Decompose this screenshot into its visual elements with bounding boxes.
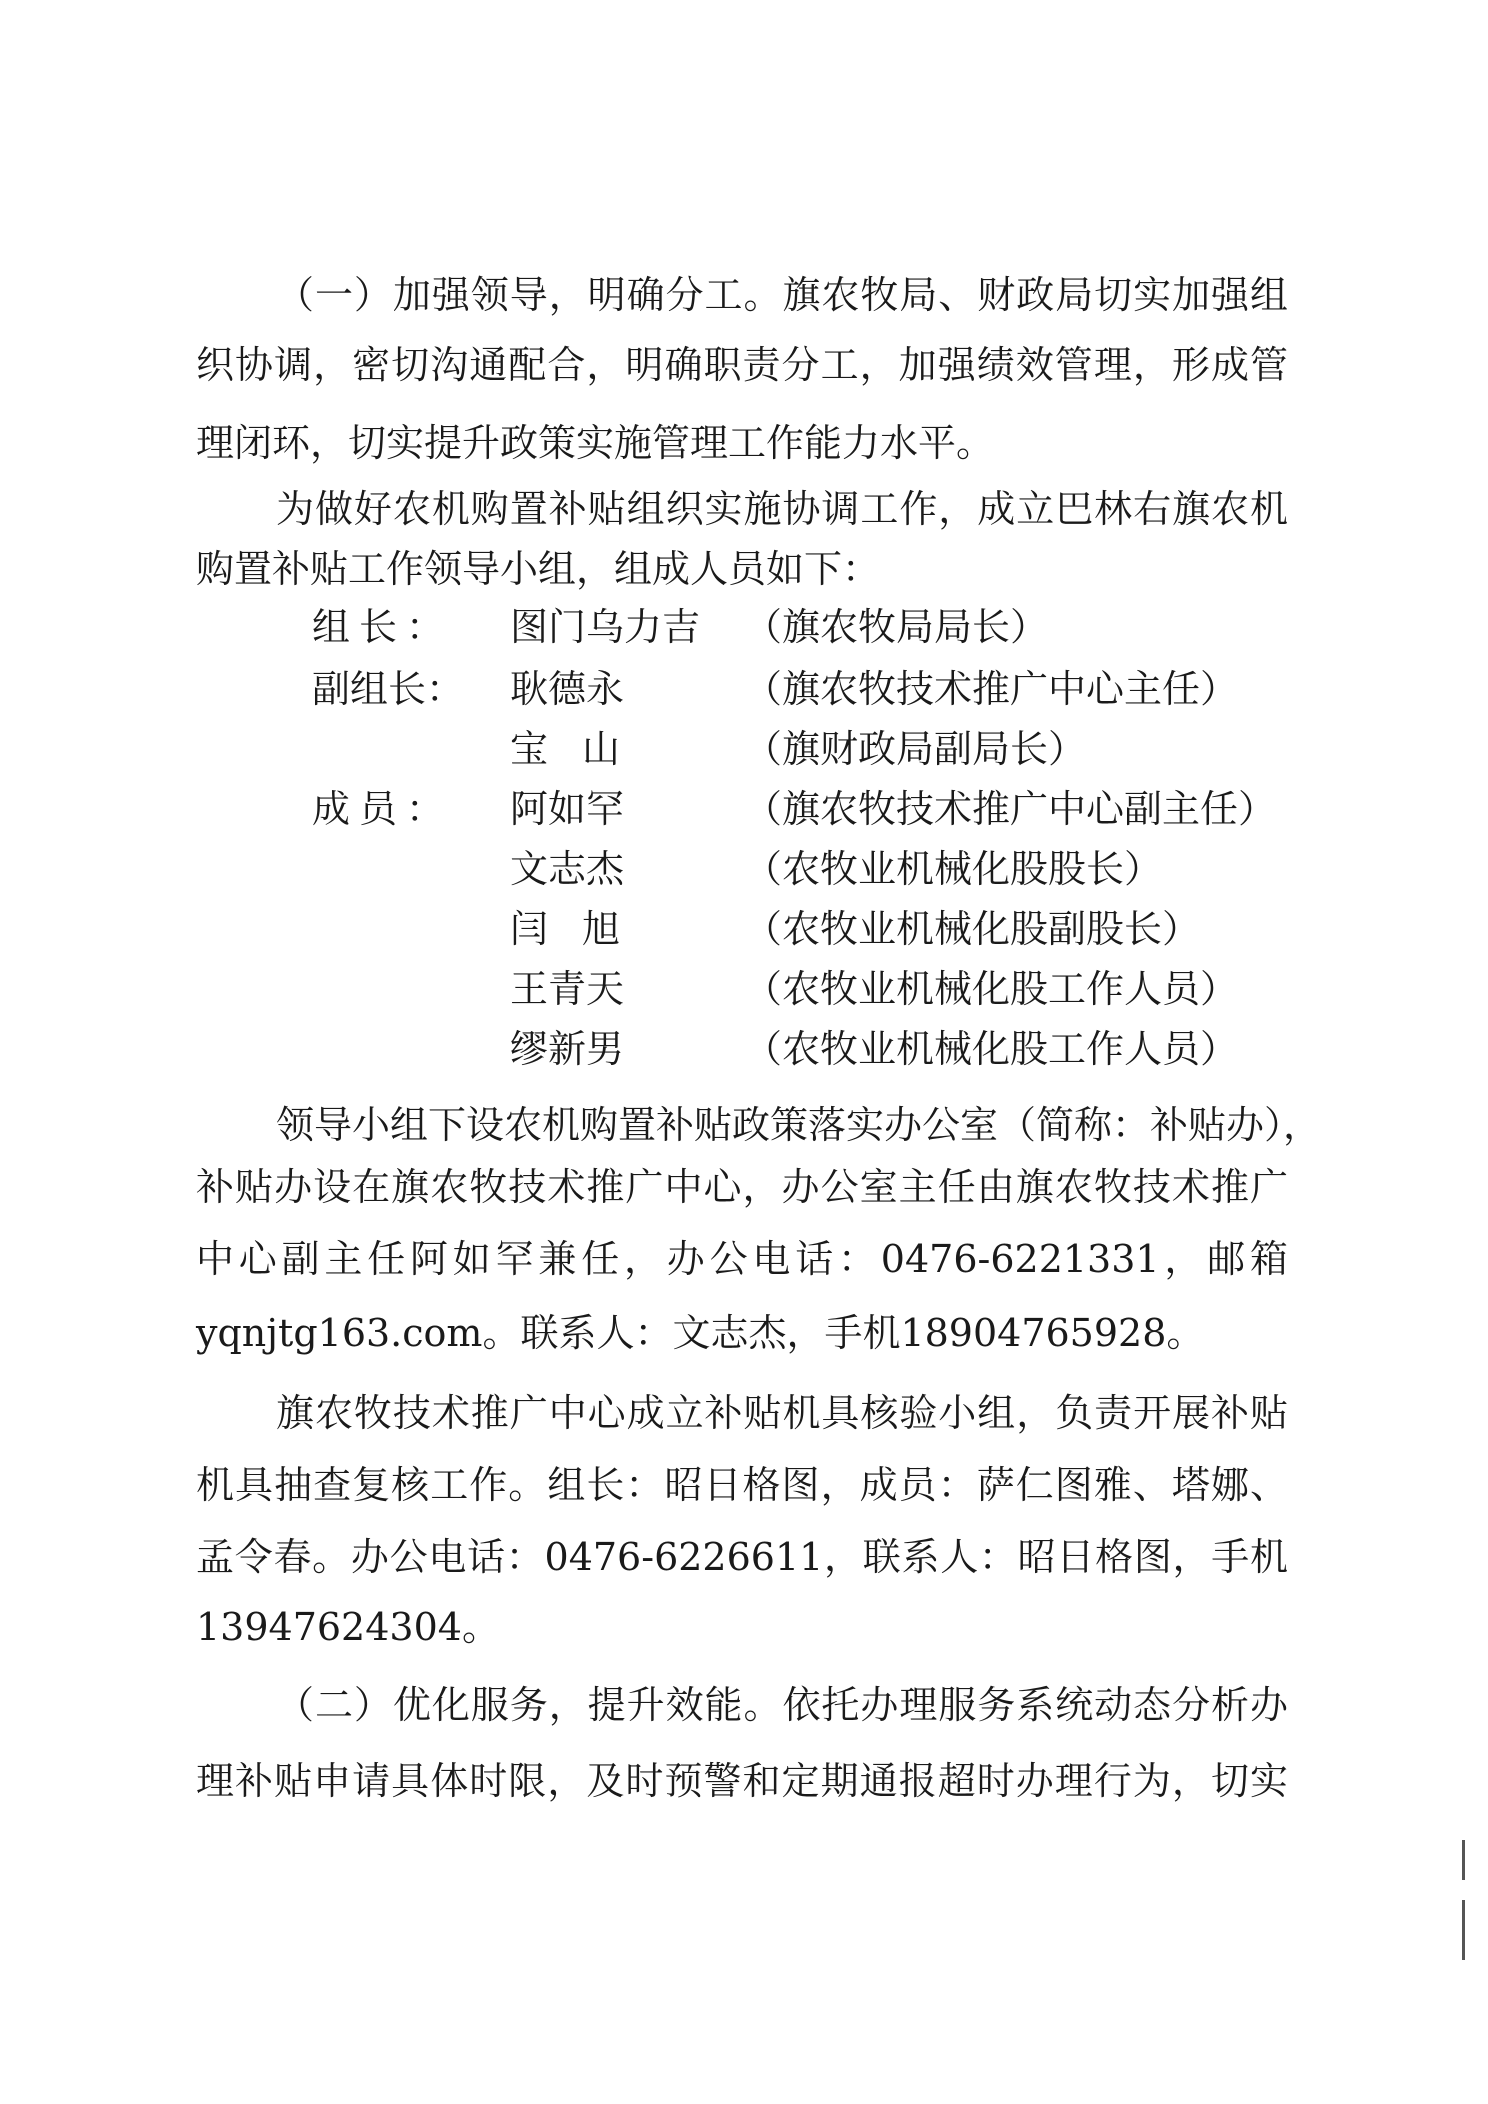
member-role: 成员：	[312, 787, 444, 831]
member-name: 文志杰	[510, 847, 625, 891]
member-title: （旗农牧技术推广中心副主任）	[744, 787, 1277, 831]
member-row	[0, 727, 1488, 780]
paragraph-1-line-2: 织协调，密切沟通配合，明确职责分工，加强绩效管理，形成管	[196, 343, 1288, 387]
member-name: 闫旭	[510, 907, 620, 951]
member-title: （旗农牧技术推广中心主任）	[744, 667, 1239, 711]
paragraph-3-line-4: yqnjtg163.com。联系人：文志杰，手机18904765928。	[196, 1311, 1205, 1355]
member-name: 缪新男	[510, 1027, 625, 1071]
paragraph-4-line-1: 旗农牧技术推广中心成立补贴机具核验小组，负责开展补贴	[276, 1391, 1288, 1435]
member-row	[0, 605, 1488, 658]
member-role: 副组长：	[312, 667, 465, 711]
paragraph-3-line-2: 补贴办设在旗农牧技术推广中心，办公室主任由旗农牧技术推广	[196, 1165, 1288, 1209]
member-role: 组长：	[312, 605, 444, 649]
member-name: 耿德永	[510, 667, 625, 711]
member-name: 阿如罕	[510, 787, 625, 831]
member-name: 王青天	[510, 967, 625, 1011]
scan-edge-mark	[1462, 1840, 1465, 1880]
member-row	[0, 967, 1488, 1020]
paragraph-2-line-2: 购置补贴工作领导小组，组成人员如下：	[196, 547, 881, 591]
paragraph-4-line-3: 孟令春。办公电话：0476-6226611，联系人：昭日格图，手机	[196, 1535, 1288, 1579]
member-title: （旗财政局副局长）	[744, 727, 1087, 771]
member-title: （旗农牧局局长）	[744, 605, 1049, 649]
paragraph-1-line-3: 理闭环，切实提升政策实施管理工作能力水平。	[196, 421, 995, 465]
paragraph-2-line-1: 为做好农机购置补贴组织实施协调工作，成立巴林右旗农机	[276, 487, 1288, 531]
member-row	[0, 787, 1488, 840]
paragraph-3-line-1: 领导小组下设农机购置补贴政策落实办公室（简称：补贴办），	[276, 1103, 1322, 1147]
member-title: （农牧业机械化股工作人员）	[744, 967, 1239, 1011]
member-name: 图门乌力吉	[510, 605, 701, 649]
member-row	[0, 847, 1488, 900]
member-row	[0, 1027, 1488, 1080]
paragraph-5-line-1: （二）优化服务，提升效能。依托办理服务系统动态分析办	[276, 1683, 1288, 1727]
paragraph-4-line-2: 机具抽查复核工作。组长：昭日格图，成员：萨仁图雅、塔娜、	[196, 1463, 1288, 1507]
paragraph-3-line-3: 中心副主任阿如罕兼任，办公电话：0476-6221331，邮箱	[196, 1237, 1288, 1281]
member-title: （农牧业机械化股股长）	[744, 847, 1163, 891]
scan-edge-mark	[1462, 1900, 1465, 1960]
member-title: （农牧业机械化股副股长）	[744, 907, 1201, 951]
paragraph-4-line-4: 13947624304。	[196, 1605, 500, 1649]
paragraph-5-line-2: 理补贴申请具体时限，及时预警和定期通报超时办理行为，切实	[196, 1759, 1288, 1803]
member-title: （农牧业机械化股工作人员）	[744, 1027, 1239, 1071]
paragraph-1-line-1: （一）加强领导，明确分工。旗农牧局、财政局切实加强组	[276, 273, 1288, 317]
member-row	[0, 667, 1488, 720]
member-row	[0, 907, 1488, 960]
member-name: 宝山	[510, 727, 620, 771]
